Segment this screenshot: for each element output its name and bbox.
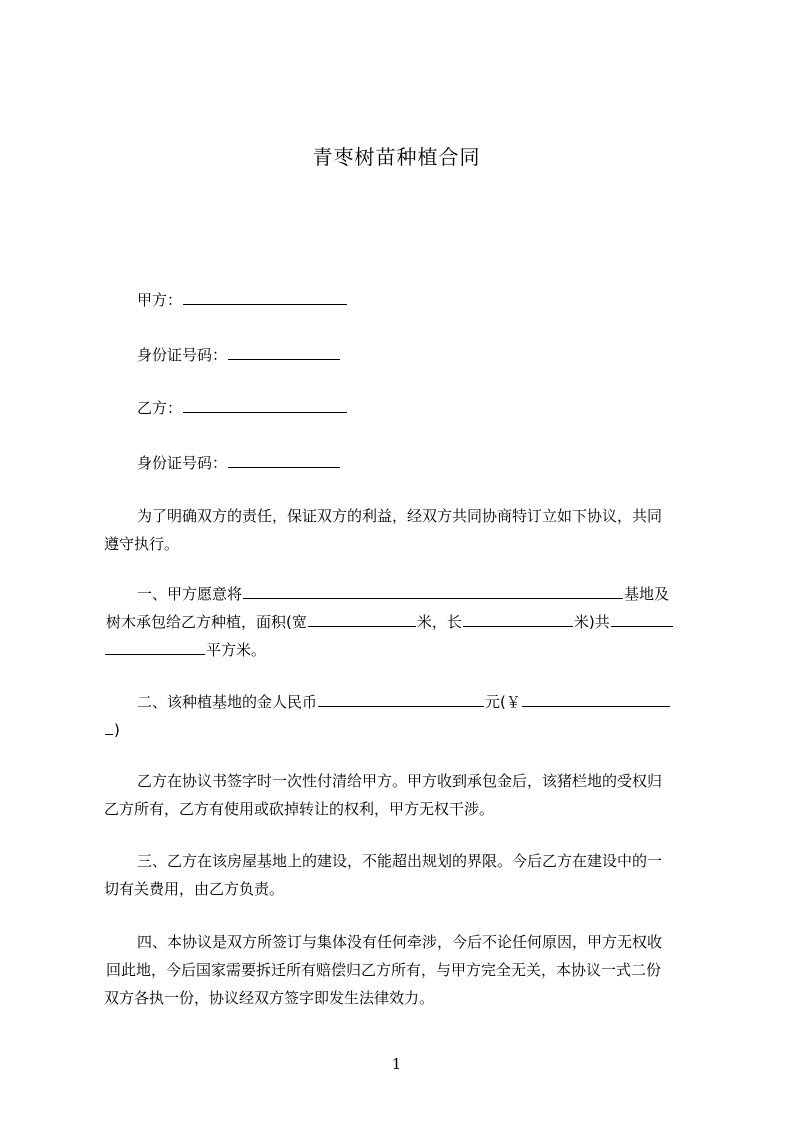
- clause-1-width-blank: [308, 609, 416, 627]
- clause-2-yen-blank-b: [105, 717, 113, 735]
- party-a-label: 甲方：: [137, 291, 183, 309]
- clause-2-text-b: 元(￥: [485, 693, 521, 711]
- party-b-blank: [183, 395, 347, 413]
- clause-4-line-1: 四、本协议是双方所签订与集体没有任何牵涉，今后不论任何原因，甲方无权收: [137, 933, 663, 951]
- party-a-blank: [183, 287, 347, 305]
- clause-1-area-blank-a: [611, 609, 673, 627]
- clause-2-rmb-blank: [318, 689, 484, 707]
- clause-1-text-e: 米)共: [573, 613, 610, 631]
- payment-line-1: 乙方在协议书签字时一次性付清给甲方。甲方收到承包金后，该猪栏地的受权归: [137, 772, 663, 790]
- party-b-id-blank: [228, 450, 340, 468]
- party-a-id-line: [137, 341, 737, 369]
- clause-1-text-a: 一、甲方愿意将: [137, 585, 243, 603]
- clause-1-line-3: [104, 636, 704, 664]
- clause-1-area-blank-b: [105, 637, 205, 655]
- party-b-line: [137, 394, 737, 422]
- clause-2-text-a: 二、该种植基地的金人民币: [137, 693, 318, 711]
- clause-4-line-2: 回此地，今后国家需要拆迁所有赔偿归乙方所有，与甲方完全无关，本协议一式二份: [106, 961, 662, 979]
- clause-1-text-d: 米，长: [416, 613, 462, 631]
- clause-1-line-1: [137, 580, 737, 608]
- party-a-id-label: 身份证号码：: [137, 346, 228, 364]
- party-b-id-label: 身份证号码：: [137, 454, 228, 472]
- clause-1-length-blank: [463, 609, 573, 627]
- clause-2-line-1: [137, 688, 737, 716]
- clause-1-base-blank: [243, 581, 623, 599]
- preamble-line-2: 遵守执行。: [104, 535, 180, 553]
- preamble-line-1: 为了明确双方的责任，保证双方的利益，经双方共同协商特订立如下协议，共同: [137, 507, 663, 525]
- clause-3-line-1: 三、乙方在该房屋基地上的建设，不能超出规划的界限。今后乙方在建设中的一: [137, 852, 663, 870]
- document-title: 青枣树苗种植合同: [312, 145, 481, 169]
- party-a-id-blank: [228, 342, 340, 360]
- page-number: 1: [391, 1055, 402, 1073]
- clause-1-text-c: 树木承包给乙方种植，面积(宽: [106, 613, 307, 631]
- payment-line-2: 乙方所有，乙方有使用或砍掉转让的权利，甲方无权干涉。: [104, 800, 495, 818]
- clause-4-line-3: 双方各执一份，协议经双方签字即发生法律效力。: [104, 989, 435, 1007]
- party-b-id-line: [137, 449, 737, 477]
- clause-3-line-2: 切有关费用，由乙方负责。: [104, 880, 285, 898]
- clause-2-line-2: [104, 716, 704, 744]
- clause-1-text-f: 平方米。: [206, 641, 267, 659]
- clause-1-text-b: 基地及: [624, 585, 670, 603]
- party-b-label: 乙方：: [137, 399, 183, 417]
- party-a-line: [137, 286, 737, 314]
- clause-2-yen-blank-a: [522, 689, 670, 707]
- clause-1-line-2: [106, 608, 706, 636]
- clause-2-text-c: ): [114, 721, 120, 739]
